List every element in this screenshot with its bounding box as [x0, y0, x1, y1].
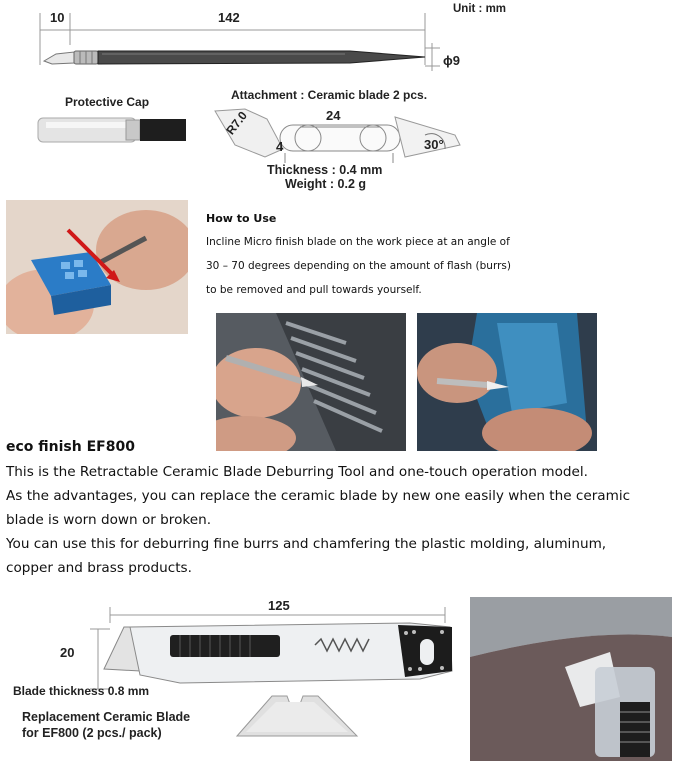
dim-125: 125	[268, 598, 290, 613]
attachment-label: Attachment : Ceramic blade 2 pcs.	[231, 88, 428, 102]
eco-paragraph-1: This is the Retractable Ceramic Blade Deburring Tool and one-touch operation model.	[6, 464, 589, 480]
replacement-label-1: Replacement Ceramic Blade	[22, 710, 191, 724]
dim-20: 20	[60, 645, 75, 660]
blade-thickness-label: Blade thickness 0.8 mm	[13, 684, 150, 698]
how-to-title: How to Use	[206, 212, 277, 225]
how-to-line-1: Incline Micro finish blade on the work piece at an angle of	[206, 236, 510, 248]
thickness-label: Thickness : 0.4 mm	[267, 163, 383, 177]
how-to-line-2: 30 – 70 degrees depending on the amount of flash (burrs)	[206, 260, 511, 272]
eco-paragraph-3: blade is worn down or broken.	[6, 512, 212, 528]
knife-drawing	[30, 5, 490, 75]
dim-142: 142	[218, 10, 240, 25]
dim-r70: R7.0	[223, 108, 251, 138]
deburring-photo-grille	[216, 313, 406, 451]
protective-cap-image	[36, 114, 188, 146]
ef800-drawing	[80, 605, 460, 695]
deburring-photo-blue-part	[417, 313, 597, 451]
dim-10: 10	[50, 10, 65, 25]
how-to-line-3: to be removed and pull towards yourself.	[206, 284, 422, 296]
eco-paragraph-2: As the advantages, you can replace the ceramic blade by new one easily when the ceramic	[6, 488, 631, 504]
eco-paragraph-5: copper and brass products.	[6, 560, 192, 576]
dim-30: 30°	[424, 137, 444, 152]
protective-cap-label: Protective Cap	[65, 95, 150, 109]
unit-label: Unit : mm	[453, 3, 507, 15]
ef800-usage-photo	[470, 597, 672, 761]
dim-4: 4	[276, 139, 284, 154]
deburring-photo-hand	[6, 200, 188, 334]
replacement-blade-image	[232, 692, 362, 742]
eco-title: eco finish EF800	[6, 439, 135, 455]
eco-description	[6, 460, 671, 580]
eco-paragraph-4: You can use this for deburring fine burrs and chamfering the plastic molding, aluminum,	[6, 536, 607, 552]
dim-phi9: ϕ9	[443, 53, 460, 68]
weight-label: Weight : 0.2 g	[285, 177, 367, 191]
dim-24: 24	[326, 108, 341, 123]
replacement-label-2: for EF800 (2 pcs./ pack)	[22, 726, 162, 740]
